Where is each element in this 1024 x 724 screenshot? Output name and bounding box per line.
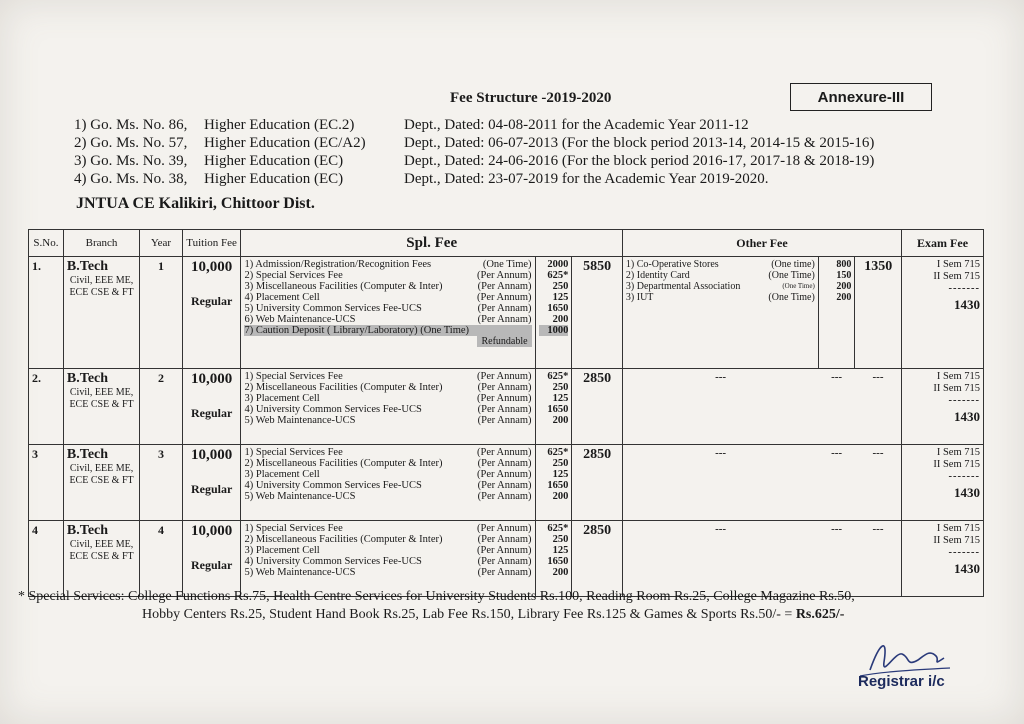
- go-references: [74, 116, 874, 188]
- cell-spl-total: 5850: [572, 257, 623, 369]
- cell-branch: [63, 445, 139, 521]
- cell-spl-total: 2850: [572, 521, 623, 597]
- cell-other-items: ---: [622, 521, 818, 597]
- refundable-note: [244, 336, 531, 347]
- cell-other-items: [622, 257, 818, 369]
- cell-other-total: 1350: [855, 257, 902, 369]
- spl-item-period: (Per Annum): [477, 545, 532, 556]
- spl-item-label: 5) Web Maintenance-UCS: [244, 415, 356, 426]
- spl-fee-item: [244, 404, 531, 415]
- special-services-note: [18, 588, 855, 624]
- cell-spl-amounts: [535, 445, 572, 521]
- spl-item-label: 2) Miscellaneous Facilities (Computer & Inter): [244, 534, 443, 545]
- branch-subjects: Civil, EEE ME, ECE CSE & FT: [69, 387, 134, 410]
- cell-other-amounts: [818, 257, 855, 369]
- cell-other-amounts: ---: [818, 521, 855, 597]
- go-body: Higher Education (EC.2): [204, 117, 355, 133]
- cell-tuition: [182, 445, 241, 521]
- spl-fee-amount: 1650: [547, 404, 569, 415]
- go-body: Higher Education (EC): [204, 171, 344, 187]
- exam-sem-2: II Sem 715: [933, 271, 980, 282]
- spl-fee-item: [244, 292, 531, 303]
- exam-sem-2: II Sem 715: [933, 535, 980, 546]
- spl-item-label: 1) Special Services Fee: [244, 523, 343, 534]
- spl-item-label: 5) Web Maintenance-UCS: [244, 491, 356, 502]
- spl-fee-amount: 200: [552, 567, 569, 578]
- spl-fee-amount: 1650: [547, 303, 569, 314]
- branch-subjects: Civil, EEE ME, ECE CSE & FT: [69, 463, 134, 486]
- spl-item-label: 3) Placement Cell: [244, 469, 320, 480]
- exam-sem-1: I Sem 715: [936, 259, 980, 270]
- spl-item-period: (Per Annam): [477, 314, 532, 325]
- exam-total: 1430: [954, 297, 980, 312]
- spl-fee-item: [244, 281, 531, 292]
- spl-item-period: (Per Annam): [477, 567, 532, 578]
- cell-exam-fee: [902, 369, 984, 445]
- cell-spl-items: [241, 257, 535, 369]
- note-total: Rs.625/-: [795, 607, 845, 622]
- other-item-period: (One Time): [768, 292, 815, 303]
- exam-total: 1430: [954, 409, 980, 424]
- spl-item-label: 5) Web Maintenance-UCS: [244, 567, 356, 578]
- spl-fee-item: [244, 545, 531, 556]
- exam-divider: -------: [948, 395, 980, 406]
- branch-name: B.Tech: [66, 523, 109, 538]
- other-fee-amount: 150: [836, 270, 852, 281]
- exam-sem-2: II Sem 715: [933, 383, 980, 394]
- cell-exam-fee: [902, 445, 984, 521]
- other-fee-amount: 800: [836, 259, 852, 270]
- spl-fee-item: [244, 469, 531, 480]
- exam-divider: -------: [948, 547, 980, 558]
- exam-sem-1: I Sem 715: [936, 447, 980, 458]
- header-spl-fee: Spl. Fee: [241, 230, 622, 257]
- cell-spl-items: [241, 369, 535, 445]
- go-body: Higher Education (EC): [204, 153, 344, 169]
- tuition-amount: 10,000: [191, 371, 233, 387]
- spl-fee-amount: 125: [552, 469, 569, 480]
- cell-spl-amounts: [535, 257, 572, 369]
- spl-fee-amount: 250: [552, 281, 569, 292]
- go-reference: [74, 170, 874, 188]
- spl-item-period: (Per Annum): [477, 371, 532, 382]
- spl-item-period: (Per Annam): [477, 382, 532, 393]
- tuition-type: Regular: [190, 482, 233, 496]
- spl-fee-amount: 1650: [547, 556, 569, 567]
- spl-fee-item: [244, 458, 531, 469]
- spl-fee-amount: 250: [552, 458, 569, 469]
- go-dept: Dept., Dated: 23-07-2019 for the Academic Year 2019-2020.: [404, 171, 769, 187]
- spl-item-label: 2) Miscellaneous Facilities (Computer & Inter): [244, 458, 443, 469]
- spl-item-label: 2) Miscellaneous Facilities (Computer & Inter): [244, 382, 443, 393]
- cell-exam-fee: [902, 521, 984, 597]
- tuition-amount: 10,000: [191, 259, 233, 275]
- spl-item-period: (Per Annum): [477, 523, 532, 534]
- note-line-2-text: Hobby Centers Rs.25, Student Hand Book Rs.25, Lab Fee Rs.150, Library Fee Rs.125 & Games & Sports Rs.50/- =: [142, 607, 796, 622]
- other-item-period: (One Time): [768, 270, 815, 281]
- spl-item-period: (Per Annam): [477, 491, 532, 502]
- cell-spl-total: 2850: [572, 445, 623, 521]
- spl-item-period: (Per Annum): [477, 469, 532, 480]
- branch-subjects: Civil, EEE ME, ECE CSE & FT: [69, 275, 134, 298]
- spl-fee-item: [244, 491, 531, 502]
- table-row: [29, 521, 984, 597]
- go-reference: [74, 152, 874, 170]
- spl-fee-amount: 125: [552, 545, 569, 556]
- spl-fee-item: [244, 567, 531, 578]
- table-row: [29, 445, 984, 521]
- tuition-type: Regular: [190, 406, 233, 420]
- cell-other-total: ---: [855, 445, 902, 521]
- spl-item-period: (One Time): [482, 259, 532, 270]
- spl-fee-item: [244, 382, 531, 393]
- go-dept: Dept., Dated: 04-08-2011 for the Academic Year 2011-12: [404, 117, 749, 133]
- spl-item-period: (Per Annam): [477, 281, 532, 292]
- note-line-2: [18, 606, 855, 624]
- spl-item-period: (Per Annam): [477, 534, 532, 545]
- other-fee-item: [626, 281, 815, 292]
- spl-item-label: 4) University Common Services Fee-UCS: [244, 480, 422, 491]
- spl-item-period: (Per Annam): [477, 303, 532, 314]
- annexure-box: Annexure-III: [790, 83, 932, 111]
- header-other-fee: Other Fee: [622, 230, 901, 257]
- spl-item-label: 7) Caution Deposit ( Library/Laboratory) (One Time): [244, 325, 470, 336]
- cell-spl-items: [241, 521, 535, 597]
- spl-fee-amount: 125: [552, 393, 569, 404]
- table-row: [29, 257, 984, 369]
- cell-year: 2: [140, 369, 183, 445]
- spl-item-period: (Per Annam): [477, 404, 532, 415]
- other-item-label: 3) IUT: [625, 292, 654, 303]
- cell-other-total: ---: [855, 369, 902, 445]
- college-name: JNTUA CE Kalikiri, Chittoor Dist.: [76, 195, 315, 212]
- spl-item-label: 3) Placement Cell: [244, 393, 320, 404]
- cell-branch: [63, 521, 139, 597]
- exam-sem-2: II Sem 715: [933, 459, 980, 470]
- spl-fee-item: [244, 303, 531, 314]
- spl-fee-item: [244, 447, 531, 458]
- cell-year: 3: [140, 445, 183, 521]
- tuition-type: Regular: [190, 558, 233, 572]
- header-sno: S.No.: [29, 230, 64, 257]
- branch-name: B.Tech: [66, 259, 109, 274]
- tuition-amount: 10,000: [191, 523, 233, 539]
- exam-sem-1: I Sem 715: [936, 523, 980, 534]
- spl-fee-item: [244, 480, 531, 491]
- other-item-label: 1) Co-Operative Stores: [625, 259, 719, 270]
- other-item-period: (One time): [771, 259, 815, 270]
- cell-branch: [63, 369, 139, 445]
- go-dept: Dept., Dated: 06-07-2013 (For the block period 2013-14, 2014-15 & 2015-16): [404, 135, 875, 151]
- spl-item-period: (Per Annam): [477, 415, 532, 426]
- spl-item-label: 1) Special Services Fee: [244, 447, 343, 458]
- spl-fee-amount: 625*: [547, 270, 569, 281]
- cell-other-items: ---: [622, 445, 818, 521]
- cell-tuition: [182, 521, 241, 597]
- spl-item-label: 3) Miscellaneous Facilities (Computer & Inter): [244, 281, 443, 292]
- tuition-amount: 10,000: [191, 447, 233, 463]
- go-reference: [74, 116, 874, 134]
- header-tuition: Tuition Fee: [182, 230, 241, 257]
- cell-exam-fee: [902, 257, 984, 369]
- cell-tuition: [182, 257, 241, 369]
- header-exam-fee: Exam Fee: [902, 230, 984, 257]
- spl-item-period: (Per Annam): [477, 556, 532, 567]
- other-fee-item: [626, 259, 815, 270]
- spl-item-label: 4) University Common Services Fee-UCS: [244, 556, 422, 567]
- cell-branch: [63, 257, 139, 369]
- header-branch: Branch: [63, 230, 139, 257]
- spl-item-period: (Per Annum): [477, 292, 532, 303]
- other-fee-amount: 200: [836, 281, 852, 292]
- exam-divider: -------: [948, 471, 980, 482]
- spl-fee-item: [244, 534, 531, 545]
- spl-item-label: 2) Special Services Fee: [244, 270, 343, 281]
- go-body: Higher Education (EC/A2): [204, 135, 366, 151]
- spl-item-label: 4) Placement Cell: [244, 292, 320, 303]
- go-dept: Dept., Dated: 24-06-2016 (For the block period 2016-17, 2017-18 & 2018-19): [404, 153, 875, 169]
- spl-fee-item: [244, 523, 531, 534]
- spl-item-label: 3) Placement Cell: [244, 545, 320, 556]
- note-line-1: * Special Services: College Functions Rs.75, Health Centre Services for University Students Rs.100, Reading Room Rs.25, College Magazine Rs.50,: [18, 589, 855, 604]
- spl-fee-amount: 1650: [547, 480, 569, 491]
- cell-spl-amounts: [535, 369, 572, 445]
- spl-item-label: 5) University Common Services Fee-UCS: [244, 303, 422, 314]
- spl-item-label: 6) Web Maintenance-UCS: [244, 314, 356, 325]
- header-year: Year: [140, 230, 183, 257]
- cell-other-amounts: ---: [818, 369, 855, 445]
- cell-year: 1: [140, 257, 183, 369]
- cell-sno: 4: [29, 521, 64, 597]
- exam-total: 1430: [954, 485, 980, 500]
- go-number: 2) Go. Ms. No. 57,: [74, 135, 188, 151]
- tuition-type: Regular: [190, 294, 233, 308]
- go-reference: [74, 134, 874, 152]
- spl-fee-item: [244, 415, 531, 426]
- spl-item-period: (Per Annum): [477, 447, 532, 458]
- spl-item-period: (Per Annum): [477, 270, 532, 281]
- spl-fee-amount: 250: [552, 534, 569, 545]
- spl-fee-amount: 200: [552, 491, 569, 502]
- exam-total: 1430: [954, 561, 980, 576]
- registrar-label: Registrar i/c: [858, 673, 945, 690]
- spl-fee-amount: 200: [552, 314, 569, 325]
- table-row: [29, 369, 984, 445]
- spl-fee-item: [244, 259, 531, 270]
- cell-year: 4: [140, 521, 183, 597]
- other-fee-item: [626, 270, 815, 281]
- branch-name: B.Tech: [66, 447, 109, 462]
- other-item-period: (One Time): [782, 282, 815, 290]
- cell-sno: 2.: [29, 369, 64, 445]
- spl-fee-amount: 1000: [539, 325, 569, 336]
- cell-other-items: ---: [622, 369, 818, 445]
- spl-item-label: 1) Special Services Fee: [244, 371, 343, 382]
- spl-fee-amount: 625*: [547, 447, 569, 458]
- spl-item-period: (Per Annam): [477, 480, 532, 491]
- cell-other-amounts: ---: [818, 445, 855, 521]
- exam-sem-1: I Sem 715: [936, 371, 980, 382]
- cell-spl-amounts: [535, 521, 572, 597]
- branch-subjects: Civil, EEE ME, ECE CSE & FT: [69, 539, 134, 562]
- spl-fee-amount: 625*: [547, 523, 569, 534]
- spl-fee-item: [244, 371, 531, 382]
- spl-item-label: 1) Admission/Registration/Recognition Fees: [244, 259, 432, 270]
- cell-other-total: ---: [855, 521, 902, 597]
- other-item-label: 3) Departmental Association: [625, 281, 741, 292]
- spl-fee-item: [244, 270, 531, 281]
- table-header-row: [29, 230, 984, 257]
- spl-fee-item: [244, 314, 531, 325]
- cell-spl-items: [241, 445, 535, 521]
- other-fee-amount: 200: [836, 292, 852, 303]
- cell-tuition: [182, 369, 241, 445]
- cell-sno: 3: [29, 445, 64, 521]
- cell-sno: 1.: [29, 257, 64, 369]
- spl-fee-amount: 125: [552, 292, 569, 303]
- go-number: 1) Go. Ms. No. 86,: [74, 117, 188, 133]
- spl-item-period: (Per Annum): [477, 393, 532, 404]
- spl-item-label: 4) University Common Services Fee-UCS: [244, 404, 422, 415]
- other-item-label: 2) Identity Card: [625, 270, 690, 281]
- cell-spl-total: 2850: [572, 369, 623, 445]
- spl-fee-item: [244, 556, 531, 567]
- fee-table: [28, 229, 984, 597]
- spl-fee-amount: 625*: [547, 371, 569, 382]
- spl-fee-amount: 250: [552, 382, 569, 393]
- spl-fee-amount: 2000: [547, 259, 569, 270]
- spl-fee-amount: 200: [552, 415, 569, 426]
- spl-fee-item: [244, 325, 531, 336]
- branch-name: B.Tech: [66, 371, 109, 386]
- go-number: 4) Go. Ms. No. 38,: [74, 171, 188, 187]
- spl-fee-item: [244, 393, 531, 404]
- refundable-label: Refundable: [477, 336, 531, 347]
- spl-item-period: (Per Annam): [477, 458, 532, 469]
- go-number: 3) Go. Ms. No. 39,: [74, 153, 188, 169]
- exam-divider: -------: [948, 283, 980, 294]
- document-title: Fee Structure -2019-2020: [450, 90, 612, 106]
- other-fee-item: [626, 292, 815, 303]
